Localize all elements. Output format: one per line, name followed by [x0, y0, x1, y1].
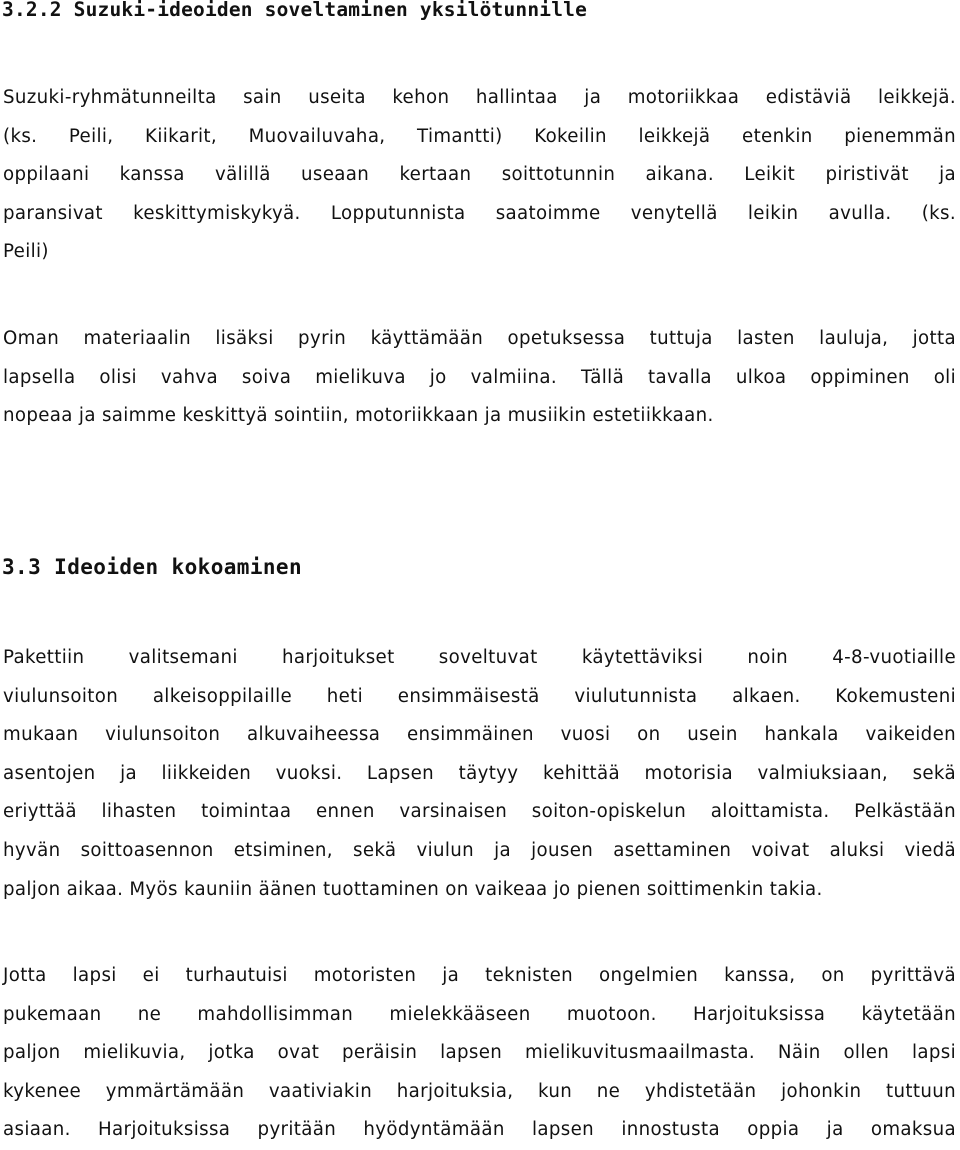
text-line: Oman materiaalin lisäksi pyrin käyttämään opetuksessa tuttuja lasten lauluja, jotta: [3, 328, 956, 349]
text-line: paransivat keskittymiskykyä. Lopputunnista saatoimme venytellä leikin avulla. (ks.: [3, 202, 956, 224]
text-line: Suzuki-ryhmätunneilta sain useita kehon hallintaa ja motoriikkaa edistäviä leikkejä.: [3, 87, 956, 108]
text-line: eriyttää lihasten toimintaa ennen varsinaisen soiton-opiskelun aloittamista. Pelkästään: [3, 801, 956, 823]
section-heading-3-2-2: 3.2.2 Suzuki-ideoiden soveltaminen yksilötunnille: [2, 0, 588, 21]
text-line: nopeaa ja saimme keskittyä sointiin, motoriikkaan ja musiikin estetiikkaan.: [3, 405, 714, 427]
text-line: kykenee ymmärtämään vaativiakin harjoituksia, kun ne yhdistetään johonkin tuttuun: [3, 1080, 956, 1102]
text-line: lapsella olisi vahva soiva mielikuva jo valmiina. Tällä tavalla ulkoa oppiminen oli: [3, 366, 956, 388]
paragraph-package-exercises: [3, 639, 956, 909]
section-heading-3-3: 3.3 Ideoiden kokoaminen: [2, 555, 302, 579]
text-line: paljon mielikuvia, jotka ovat peräisin lapsen mielikuvitusmaailmasta. Näin ollen lapsi: [3, 1042, 956, 1064]
text-line: mukaan viulunsoiton alkuvaiheessa ensimmäinen vuosi on usein hankala vaikeiden: [3, 724, 956, 746]
paragraph-suzuki-games: [3, 79, 956, 272]
text-line: Jotta lapsi ei turhautuisi motoristen ja teknisten ongelmien kanssa, on pyrittävä: [3, 965, 956, 986]
text-line: Peili): [3, 241, 49, 263]
text-line: paljon aikaa. Myös kauniin äänen tuottaminen on vaikeaa jo pienen soittimenkin takia.: [3, 878, 823, 900]
text-line: viulunsoiton alkeisoppilaille heti ensimmäisestä viulutunnista alkaen. Kokemusteni: [3, 685, 956, 707]
text-line: pukemaan ne mahdollisimman mielekkääseen muotoon. Harjoituksissa käytetään: [3, 1003, 956, 1025]
text-line: asiaan. Harjoituksissa pyritään hyödyntämään lapsen innostusta oppia ja omaksua: [3, 1119, 956, 1141]
text-line: (ks. Peili, Kiikarit, Muovailuvaha, Timantti) Kokeilin leikkejä etenkin pienemmän: [3, 125, 956, 147]
text-line: hyvän soittoasennon etsiminen, sekä viulun ja jousen asettaminen voivat aluksi viedä: [3, 839, 956, 861]
paragraph-frustration: [3, 957, 956, 1150]
text-line: Pakettiin valitsemani harjoitukset soveltuvat käytettäviksi noin 4-8-vuotiaille: [3, 647, 956, 668]
text-line: asentojen ja liikkeiden vuoksi. Lapsen täytyy kehittää motorisia valmiuksiaan, sekä: [3, 762, 956, 784]
paragraph-own-material: [3, 320, 956, 436]
text-line: oppilaani kanssa välillä useaan kertaan soittotunnin aikana. Leikit piristivät ja: [3, 164, 956, 186]
